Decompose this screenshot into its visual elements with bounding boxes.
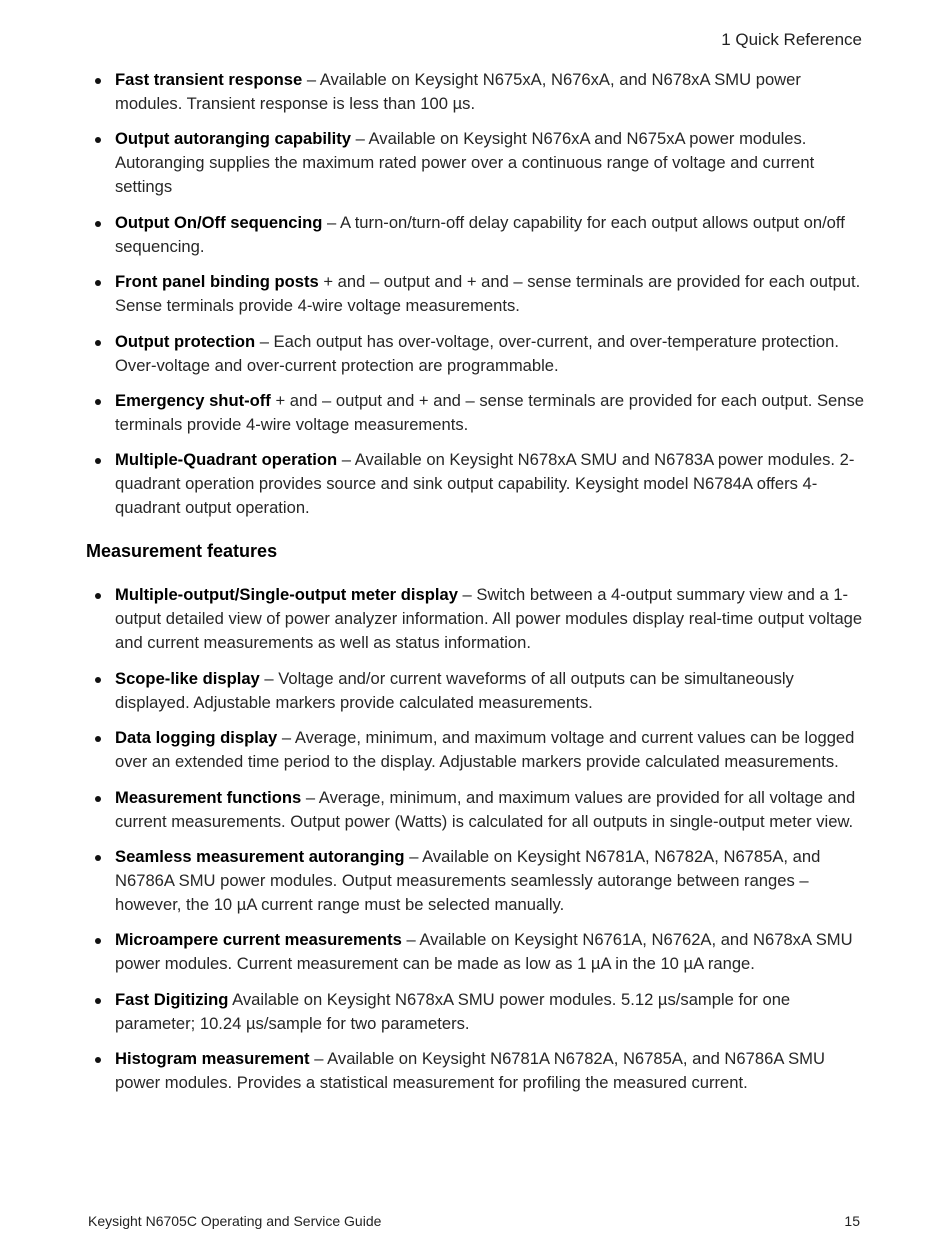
feature-description: – Each output has over-voltage, over-current, and over-temperature protection. Over-voltage and over-current protection are programmable. [115, 331, 839, 375]
feature-description: Available on Keysight N678xA SMU power modules. 5.12 µs/sample for one parameter; 10.24 µs/sample for two parameters. [115, 989, 791, 1033]
bullet-icon [95, 458, 101, 464]
list-item [86, 127, 866, 199]
feature-term: Fast transient response [115, 70, 303, 89]
bullet-icon [95, 221, 101, 227]
bullet-icon [95, 137, 101, 143]
feature-term: Front panel binding posts [115, 272, 319, 292]
bullet-icon [95, 593, 101, 599]
list-item [86, 68, 866, 116]
footer-guide-title: Keysight N6705C Operating and Service Guide [88, 1213, 382, 1229]
list-item [86, 988, 866, 1036]
list-item [86, 928, 866, 976]
feature-description: – Switch between a 4-output summary view and a 1-output detailed view of power analyzer information. All power modules display real-time output voltage and current measurements as well as status information. [115, 585, 863, 653]
list-item [86, 845, 866, 917]
bullet-icon [95, 677, 101, 683]
feature-term: Output On/Off sequencing [115, 212, 323, 232]
bullet-icon [95, 340, 101, 346]
list-item [86, 270, 866, 318]
bullet-icon [95, 855, 101, 861]
bullet-icon [95, 796, 101, 802]
feature-description: – Available on Keysight N675xA, N676xA, and N678xA SMU power modules. Transient response is less than 100 µs. [115, 70, 801, 113]
list-item [86, 330, 866, 378]
bullet-icon [95, 998, 101, 1004]
feature-description: – Available on Keysight N6761A, N6762A, and N678xA SMU power modules. Current measurement can be made as low as 1 µA in the 10 µA range. [115, 930, 853, 974]
output-features-list [86, 68, 866, 520]
feature-description: – Available on Keysight N678xA SMU and N6783A power modules. 2- quadrant operation provides source and sink output capability. Keysight model N6784A offers 4- quadrant output operation. [115, 450, 855, 518]
feature-term: Seamless measurement autoranging [115, 846, 405, 866]
list-item [86, 448, 866, 520]
list-item [86, 1047, 866, 1095]
feature-term: Output protection [115, 331, 256, 351]
feature-description: – A turn-on/turn-off delay capability for each output allows output on/off sequencing. [115, 212, 845, 256]
feature-term: Multiple-Quadrant operation [115, 450, 338, 470]
bullet-icon [95, 736, 101, 742]
feature-description: – Available on Keysight N6781A N6782A, N6785A, and N6786A SMU power modules. Provides a statistical measurement for profiling the measured current. [115, 1049, 825, 1093]
bullet-icon [95, 399, 101, 405]
feature-description: – Voltage and/or current waveforms of all outputs can be simultaneously displayed. Adjustable markers provide calculated measurements. [115, 668, 794, 712]
feature-term: Microampere current measurements [115, 930, 402, 950]
list-item [86, 389, 866, 437]
bullet-icon [95, 280, 101, 286]
bullet-icon [95, 1057, 101, 1063]
feature-description: – Available on Keysight N676xA and N675xA power modules. Autoranging supplies the maximum rated power over a continuous range of voltage and current settings [115, 129, 815, 197]
list-item [86, 583, 866, 655]
list-item [86, 667, 866, 715]
measurement-features-list [86, 583, 866, 1095]
list-item [86, 211, 866, 259]
feature-description: – Average, minimum, and maximum voltage and current values can be logged over an extended time period to the display. Adjustable markers provide calculated measurements. [115, 728, 855, 772]
footer-page-number: 15 [844, 1213, 860, 1229]
page-content [86, 68, 866, 1106]
feature-term: Emergency shut-off [115, 390, 271, 410]
feature-term: Multiple-output/Single-output meter display [115, 585, 458, 605]
feature-term: Measurement functions [115, 787, 302, 807]
feature-description: + and – output and + and – sense terminals are provided for each output. Sense terminals provide 4-wire voltage measurements. [115, 390, 864, 434]
feature-term: Histogram measurement [115, 1049, 310, 1069]
list-item [86, 726, 866, 774]
feature-description: – Average, minimum, and maximum values are provided for all voltage and current measurements. Output power (Watts) is calculated for all outputs in single-output meter view. [115, 787, 856, 831]
feature-description: – Available on Keysight N6781A, N6782A, N6785A, and N6786A SMU power modules. Output measurements seamlessly autorange between ranges – however, the 10 µA current range must be selected manually. [115, 846, 821, 914]
feature-term: Scope-like display [115, 668, 260, 688]
feature-term: Output autoranging capability [115, 129, 351, 149]
feature-term: Fast Digitizing [115, 989, 229, 1009]
section-heading: Measurement features [86, 541, 278, 562]
feature-term: Data logging display [115, 728, 278, 748]
feature-description: + and – output and + and – sense terminals are provided for each output. Sense terminals provide 4-wire voltage measurements. [115, 272, 861, 316]
bullet-icon [95, 938, 101, 944]
bullet-icon [95, 78, 101, 84]
running-header: 1 Quick Reference [721, 30, 862, 49]
list-item [86, 786, 866, 834]
